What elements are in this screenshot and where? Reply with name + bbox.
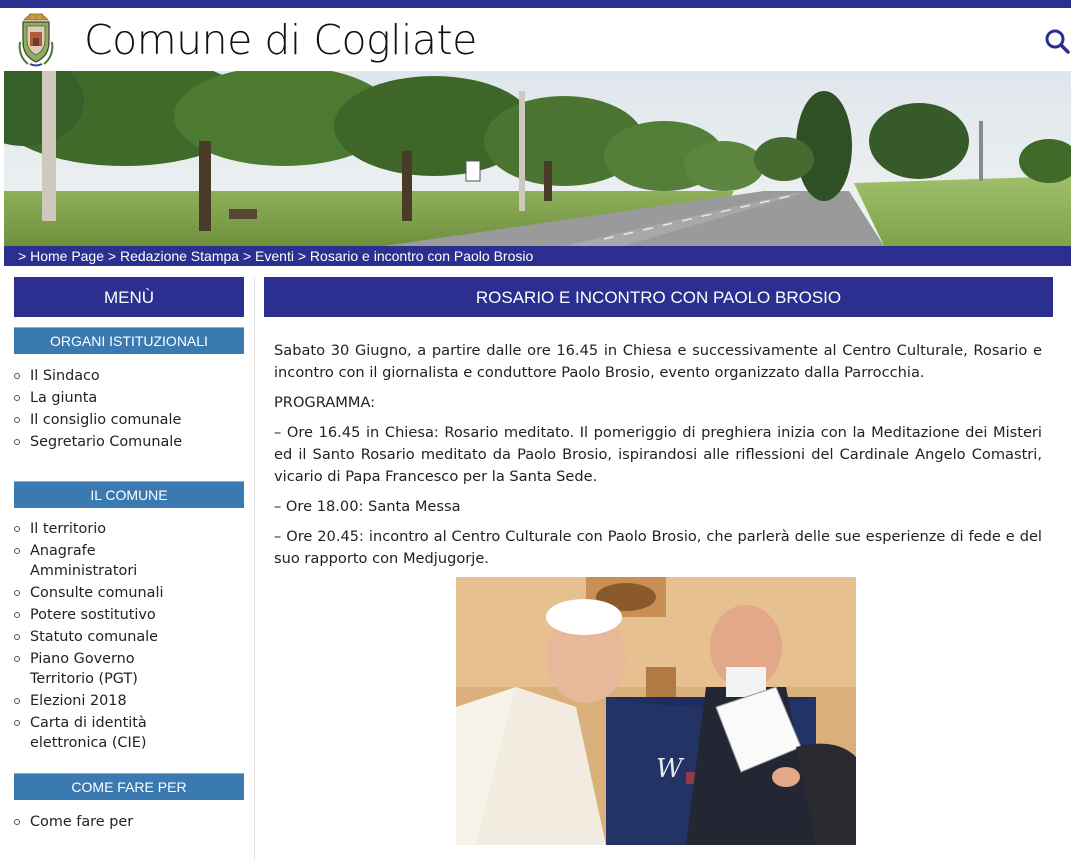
nav-list — [14, 812, 244, 832]
article-paragraph: PROGRAMMA: — [274, 394, 376, 411]
article-paragraph: – Ore 16.45 in Chiesa: Rosario meditato. Il pomeriggio di preghiera inizia con la Meditazione dei Misteri ed il Santo Rosario meditato da Paolo Brosio, ispirandosi alle riflessioni del Cardinale Angelo Comastri, vicario di Papa Francesco per la Santa Sede. — [274, 424, 1042, 485]
article-paragraph: – Ore 20.45: incontro al Centro Culturale con Paolo Brosio, che parlerà delle sue esperienze di fede e del suo rapporto con Medjugorje. — [274, 528, 1042, 567]
nav-link-pgt[interactable]: Piano Governo Territorio (PGT) — [30, 651, 138, 687]
nav-list — [14, 519, 244, 753]
breadcrumb-separator: > — [297, 248, 307, 264]
menu-title[interactable]: MENÙ — [14, 277, 244, 317]
breadcrumb-redazione-stampa[interactable]: Redazione Stampa — [119, 248, 240, 264]
nav-link-la-giunta[interactable]: La giunta — [30, 390, 98, 406]
section-come-fare-per[interactable]: COME FARE PER — [14, 773, 244, 800]
nav-link-territorio[interactable]: Il territorio — [30, 521, 107, 537]
nav-item[interactable] — [14, 812, 244, 832]
breadcrumb-separator: > — [18, 248, 27, 264]
article-paragraph: – Ore 18.00: Santa Messa — [274, 498, 461, 515]
nav-item[interactable] — [14, 410, 244, 430]
hero-banner-image — [4, 71, 1071, 246]
nav-item[interactable] — [14, 432, 244, 452]
nav-item[interactable] — [14, 541, 160, 581]
nav-link-anagrafe-amministratori[interactable]: Anagrafe Amministratori — [30, 543, 138, 579]
section-organi-istituzionali[interactable]: ORGANI ISTITUZIONALI — [14, 327, 244, 354]
nav-item[interactable] — [14, 713, 160, 753]
sidebar-menu — [14, 277, 244, 834]
top-accent-bar — [0, 0, 1071, 8]
nav-item[interactable] — [14, 627, 244, 647]
nav-link-il-sindaco[interactable]: Il Sindaco — [30, 368, 100, 384]
nav-item[interactable] — [14, 649, 160, 689]
article-body — [274, 340, 1042, 578]
breadcrumb-separator: > — [107, 248, 117, 264]
nav-link-statuto-comunale[interactable]: Statuto comunale — [30, 629, 159, 645]
breadcrumb — [4, 246, 1071, 266]
nav-item[interactable] — [14, 366, 244, 386]
svg-text:W: W — [656, 754, 683, 784]
nav-list — [14, 366, 244, 452]
nav-item[interactable] — [14, 388, 244, 408]
nav-link-potere-sostitutivo[interactable]: Potere sostitutivo — [30, 607, 156, 623]
site-title[interactable]: Comune di Cogliate — [84, 16, 477, 64]
nav-link-come-fare-per[interactable]: Come fare per — [30, 814, 134, 830]
nav-link-consulte-comunali[interactable]: Consulte comunali — [30, 585, 164, 601]
nav-link-consiglio-comunale[interactable]: Il consiglio comunale — [30, 412, 182, 428]
column-divider — [254, 277, 255, 861]
nav-link-carta-identita[interactable]: Carta di identità elettronica (CIE) — [30, 715, 147, 751]
nav-link-segretario-comunale[interactable]: Segretario Comunale — [30, 434, 183, 450]
breadcrumb-eventi[interactable]: Eventi — [255, 248, 294, 264]
search-icon[interactable] — [1043, 25, 1071, 59]
nav-item[interactable] — [14, 605, 244, 625]
site-header — [0, 8, 1071, 71]
article-photo — [456, 577, 856, 845]
breadcrumb-home[interactable]: Home Page — [30, 248, 105, 264]
breadcrumb-current: Rosario e incontro con Paolo Brosio — [309, 248, 534, 264]
nav-item[interactable] — [14, 691, 244, 711]
breadcrumb-separator: > — [242, 248, 252, 264]
nav-link-elezioni-2018[interactable]: Elezioni 2018 — [30, 693, 127, 709]
section-il-comune[interactable]: IL COMUNE — [14, 481, 244, 508]
nav-item[interactable] — [14, 583, 244, 603]
article-paragraph: Sabato 30 Giugno, a partire dalle ore 16.45 in Chiesa e successivamente al Centro Culturale, Rosario e incontro con il giornalista e conduttore Paolo Brosio, evento organizzato dalla Parrocchia. — [274, 342, 1042, 381]
coat-of-arms-icon[interactable] — [16, 12, 56, 68]
nav-item[interactable] — [14, 519, 244, 539]
article-title: ROSARIO E INCONTRO CON PAOLO BROSIO — [264, 277, 1053, 317]
